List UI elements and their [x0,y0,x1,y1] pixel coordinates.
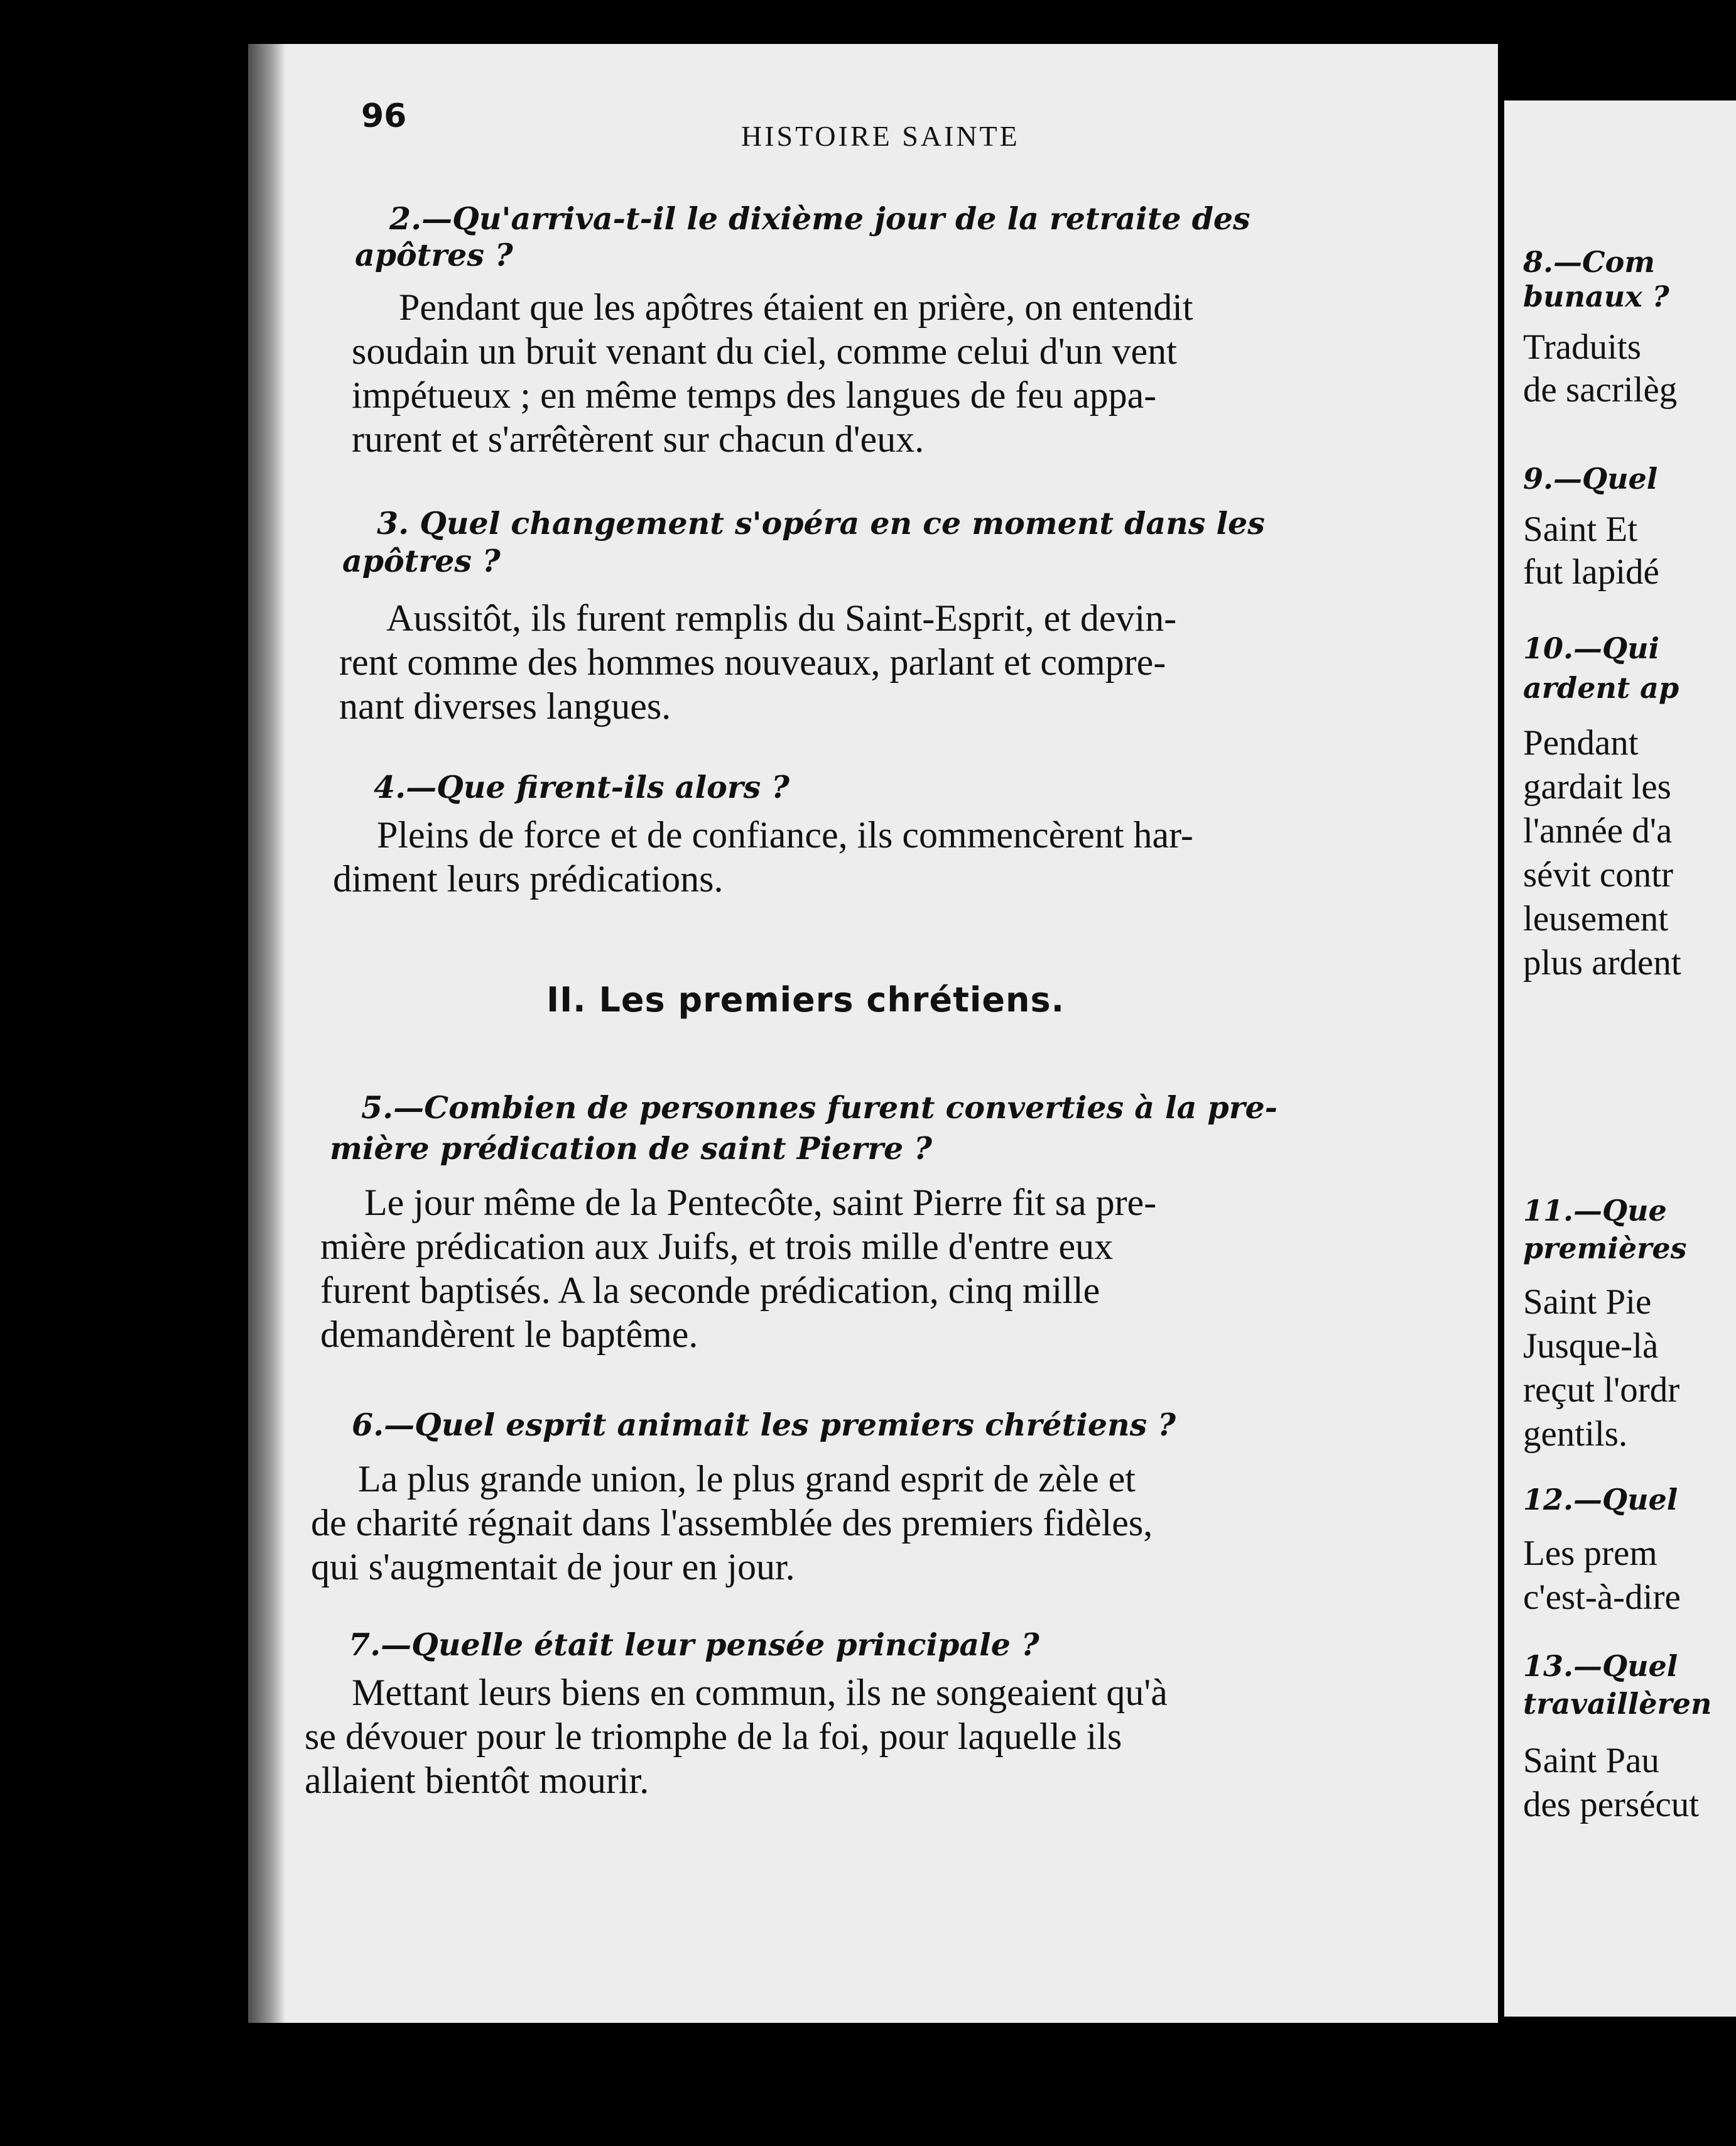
answer-2-line-1: Pendant que les apôtres étaient en prière, on entendit [399,286,1193,328]
answer-2-line-3: impétueux ; en même temps des langues de feu appa- [352,374,1157,416]
right-answer-10-line-1: Pendant [1523,723,1639,763]
right-answer-9-line-2: fut lapidé [1523,552,1659,592]
answer-6-line-3: qui s'augmentait de jour en jour. [311,1546,795,1588]
answer-5-line-4: demandèrent le baptême. [320,1314,698,1355]
answer-6-line-1: La plus grande union, le plus grand esprit de zèle et [358,1458,1136,1500]
right-question-8-line-2: bunaux ? [1523,280,1669,313]
running-head: HISTOIRE SAINTE [741,120,1020,152]
question-3-line-1: 3. Quel changement s'opéra en ce moment dans les [377,505,1265,542]
right-answer-10-line-6: plus ardent [1523,943,1681,983]
right-answer-11-line-1: Saint Pie [1523,1282,1652,1322]
right-answer-11-line-2: Jusque-là [1523,1326,1659,1366]
question-3-line-2: apôtres ? [342,543,501,579]
right-answer-12-line-1: Les prem [1523,1533,1657,1573]
right-question-13-line-1: 13.—Quel [1523,1649,1678,1683]
question-5-line-2: mière prédication de saint Pierre ? [330,1130,932,1167]
right-question-10-line-2: ardent ap [1523,671,1679,705]
right-answer-8-line-1: Traduits [1523,327,1641,367]
answer-3-line-2: rent comme des hommes nouveaux, parlant et compre- [339,641,1166,683]
question-4-line-1: 4.—Que firent-ils alors ? [374,769,790,805]
right-question-8-line-1: 8.—Com [1523,245,1655,279]
question-7-line-1: 7.—Quelle était leur pensée principale ? [349,1626,1039,1663]
answer-5-line-2: mière prédication aux Juifs, et trois mille d'entre eux [320,1226,1114,1267]
section-heading: II. Les premiers chrétiens. [546,980,1065,1020]
question-2-line-2: apôtres ? [355,237,513,273]
answer-3-line-3: nant diverses langues. [339,685,671,727]
answer-5-line-3: furent baptisés. A la seconde prédication, cinq mille [320,1270,1100,1311]
right-question-11-line-1: 11.—Que [1523,1194,1667,1228]
answer-7-line-3: allaient bientôt mourir. [305,1760,649,1801]
answer-7-line-1: Mettant leurs biens en commun, ils ne songeaient qu'à [352,1672,1168,1713]
right-answer-13-line-2: des persécut [1523,1785,1700,1824]
right-answer-11-line-3: reçut l'ordr [1523,1370,1680,1410]
question-2-line-1: 2.—Qu'arriva-t-il le dixième jour de la retraite des [389,200,1250,237]
right-answer-11-line-4: gentils. [1523,1414,1628,1454]
question-5-line-1: 5.—Combien de personnes furent converties à la pre- [361,1089,1278,1126]
right-answer-13-line-1: Saint Pau [1523,1741,1659,1780]
right-answer-10-line-3: l'année d'a [1523,811,1673,851]
page-number: 96 [361,97,407,135]
answer-6-line-2: de charité régnait dans l'assemblée des premiers fidèles, [311,1502,1153,1544]
right-page [1504,101,1736,2017]
right-question-10-line-1: 10.—Qui [1523,631,1660,665]
answer-2-line-2: soudain un bruit venant du ciel, comme celui d'un vent [352,330,1177,372]
right-answer-12-line-2: c'est-à-dire [1523,1577,1681,1617]
answer-7-line-2: se dévouer pour le triomphe de la foi, pour laquelle ils [305,1716,1122,1757]
right-answer-9-line-1: Saint Et [1523,509,1638,549]
page-gutter [248,44,286,2023]
right-answer-10-line-4: sévit contr [1523,855,1674,895]
right-question-13-line-2: travaillèren [1523,1687,1712,1721]
answer-2-line-4: rurent et s'arrêtèrent sur chacun d'eux. [352,418,925,460]
right-question-12-line-1: 12.—Quel [1523,1483,1678,1517]
right-question-9-line-1: 9.—Quel [1523,462,1658,496]
answer-5-line-1: Le jour même de la Pentecôte, saint Pierre fit sa pre- [364,1182,1157,1223]
right-answer-8-line-2: de sacrilèg [1523,370,1678,410]
question-6-line-1: 6.—Quel esprit animait les premiers chrétiens ? [352,1407,1176,1443]
right-answer-10-line-5: leusement [1523,899,1669,939]
right-question-11-line-2: premières [1523,1231,1687,1265]
answer-4-line-1: Pleins de force et de confiance, ils commencèrent har- [377,814,1193,856]
answer-3-line-1: Aussitôt, ils furent remplis du Saint-Esprit, et devin- [386,597,1177,639]
answer-4-line-2: diment leurs prédications. [333,858,724,900]
right-answer-10-line-2: gardait les [1523,767,1671,807]
